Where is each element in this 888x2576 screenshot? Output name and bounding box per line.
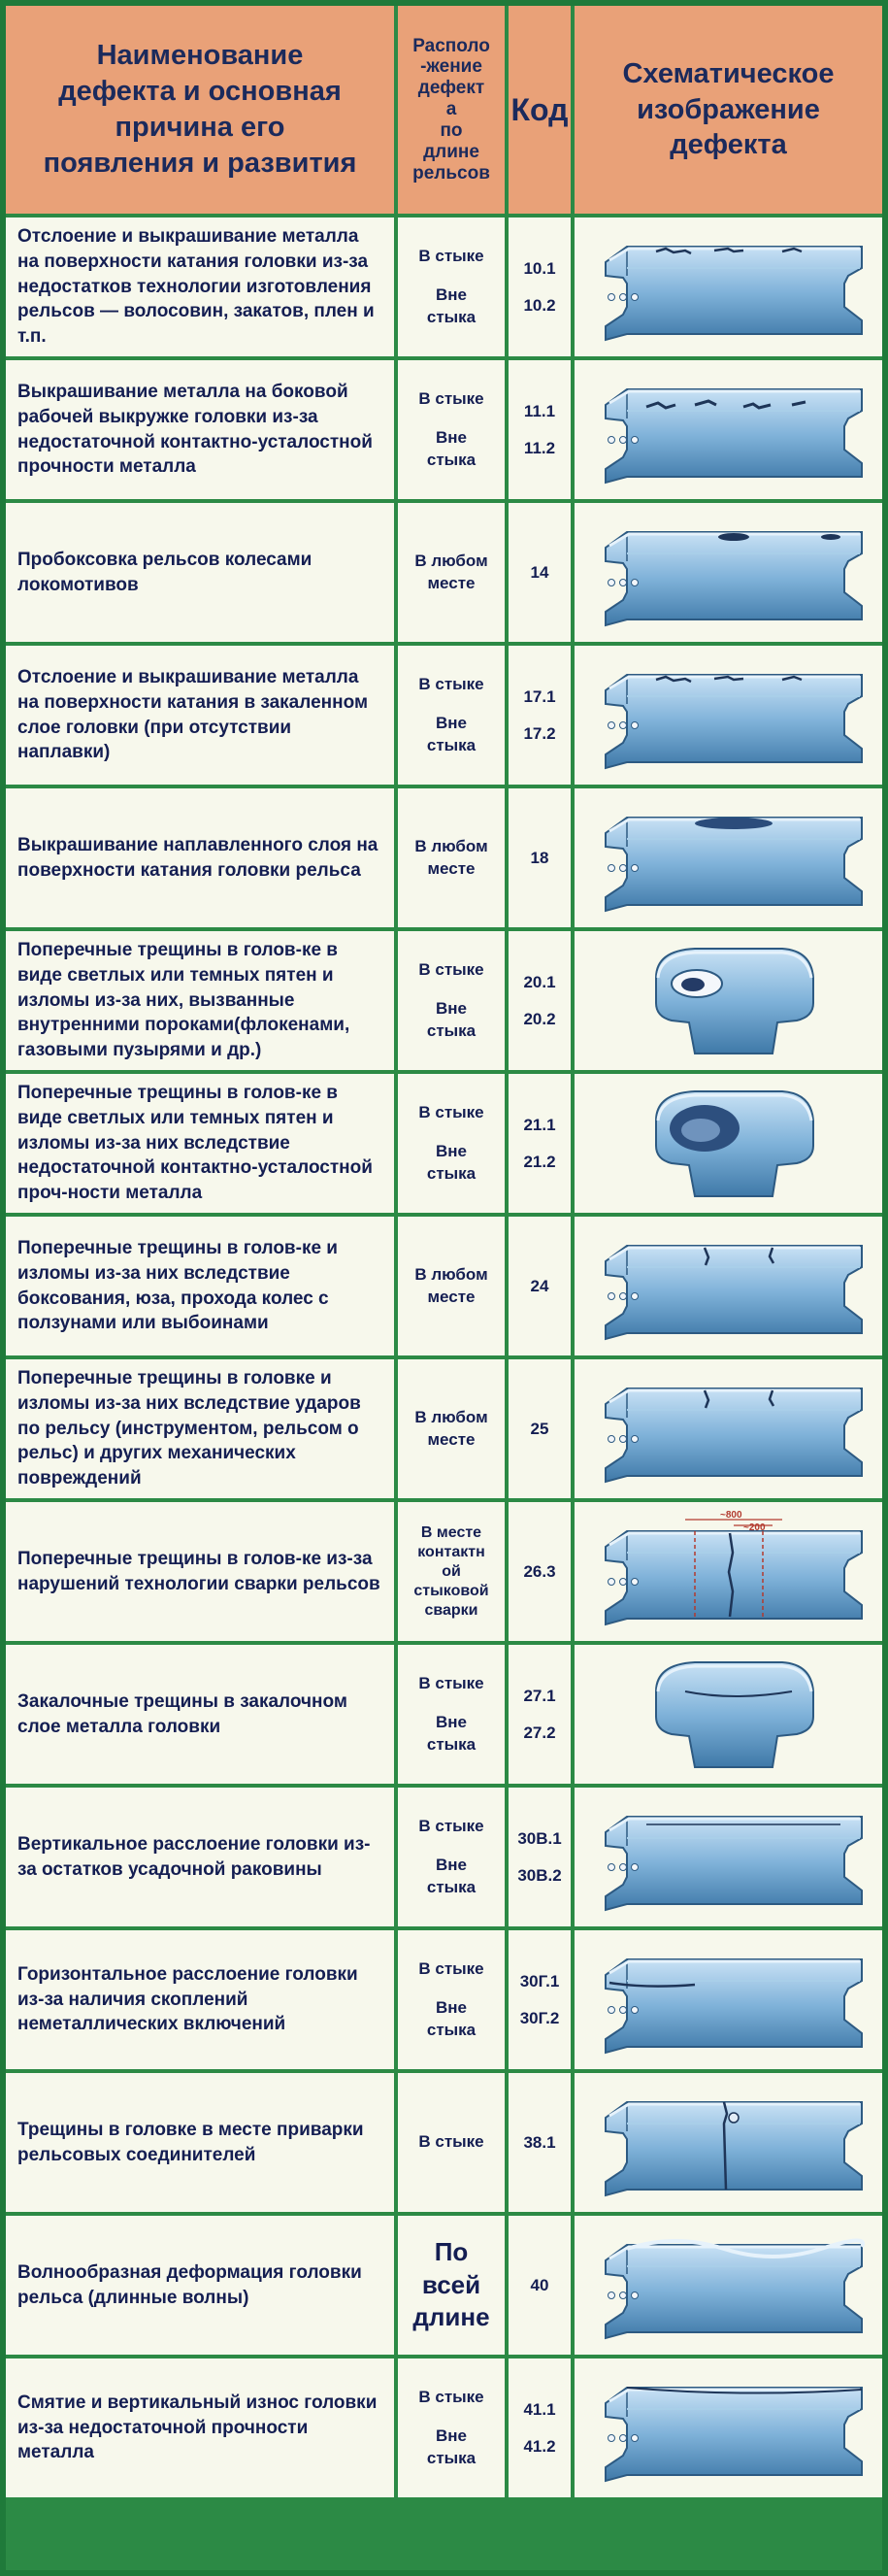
rail-section (656, 1662, 813, 1767)
bolt-hole (619, 721, 626, 728)
rail-body (606, 2245, 862, 2338)
defect-location (398, 217, 505, 356)
header-image (575, 6, 882, 214)
dimension-label: ~200 (742, 1522, 766, 1533)
defect-code (509, 1930, 571, 2069)
defect-name-text: Поперечные трещины в голов-ке из-за нарушений технологии сварки рельсов (17, 1548, 380, 1594)
rail-body (606, 389, 862, 483)
defect-code (509, 1645, 571, 1784)
rail-section (656, 949, 813, 1054)
code-text: 40 (530, 2275, 549, 2294)
location-text: В стыке (418, 2388, 484, 2407)
location-text: В любом месте (414, 837, 488, 878)
bolt-hole (608, 2434, 614, 2441)
defect-name-text: Выкрашивание наплавленного слоя на поверхности катания головки рельса (17, 834, 378, 881)
bolt-hole (631, 1578, 638, 1585)
bolt-hole (619, 2006, 626, 2013)
defect-name-text: Закалочные трещины в закалочном слое металла головки (17, 1690, 347, 1737)
header-location-line: -жение (420, 56, 482, 78)
rail-body (606, 1531, 862, 1624)
bolt-hole (608, 1435, 614, 1442)
defect-code (509, 1074, 571, 1213)
defect-image (575, 503, 882, 642)
code-text: 27.1 (523, 1686, 556, 1705)
header-location (398, 6, 505, 214)
defect-image (575, 646, 882, 785)
location-text: В стыке (418, 2132, 484, 2152)
defect-table (6, 6, 882, 2570)
location-text: Вне стыка (426, 2426, 477, 2467)
location-stack (410, 1523, 493, 1621)
location-text: В месте контактн ой стыковой сварки (413, 1523, 489, 1619)
location-stack (411, 836, 492, 879)
location-text: Вне стыка (426, 1142, 477, 1183)
defect-code (509, 788, 571, 927)
location-text: В любом месте (414, 1265, 488, 1306)
code-stack (523, 1562, 555, 1582)
code-text: 10.1 (523, 258, 556, 278)
defect-name-text: Пробоксовка рельсов колесами локомотивов (17, 549, 312, 595)
header-image-line: изображение (637, 93, 820, 125)
defect-code (509, 360, 571, 499)
rail-drawing (588, 1224, 870, 1349)
rail-body (606, 675, 862, 768)
location-text: По всей длине (412, 2236, 490, 2332)
defect-name-text: Вертикальное расслоение головки из-за остатков усадочной раковины (17, 1833, 371, 1880)
code-text: 30Г.2 (519, 2008, 560, 2027)
defect-image (575, 2359, 882, 2497)
header-location-line: длине (423, 141, 479, 162)
rail-drawing (588, 511, 870, 635)
code-text: 25 (530, 1419, 549, 1438)
defect-code (509, 2073, 571, 2212)
defect-name (6, 1788, 394, 1926)
header-code-text: Код (510, 91, 569, 127)
defect-image (575, 1074, 882, 1213)
rail-body (606, 1959, 862, 2053)
bolt-hole (631, 579, 638, 585)
defect-location (398, 503, 505, 642)
code-stack (531, 2276, 549, 2295)
location-text: Вне стыка (426, 1856, 477, 1896)
defect-name (6, 1217, 394, 1355)
defect-code (509, 1788, 571, 1926)
code-text: 27.2 (523, 1723, 556, 1742)
code-stack (524, 402, 555, 458)
bolt-hole (608, 721, 614, 728)
code-text: 26.3 (523, 1561, 556, 1581)
bolt-hole (608, 1292, 614, 1299)
code-text: 11.2 (523, 438, 556, 457)
defect-spot-core (681, 1119, 720, 1142)
rail-drawing (588, 1653, 870, 1777)
location-stack (411, 1673, 492, 1755)
code-stack (523, 1116, 555, 1172)
header-location-line: дефект (417, 78, 485, 99)
rail-drawing (588, 225, 870, 350)
defect-location (398, 1359, 505, 1498)
defect-location (398, 1217, 505, 1355)
bolt-hole (619, 293, 626, 300)
defect-image (575, 2073, 882, 2212)
location-stack (411, 2387, 492, 2468)
location-text: Вне стыка (426, 1713, 477, 1754)
rail-body (606, 1246, 862, 1339)
location-text: В стыке (418, 1817, 484, 1836)
rail-drawing (588, 368, 870, 492)
dimension-label: ~800 (719, 1509, 742, 1521)
defect-code (509, 1217, 571, 1355)
bolt-hole (619, 2434, 626, 2441)
defect-image (575, 1788, 882, 1926)
rail-drawing (588, 1938, 870, 2062)
code-text: 21.2 (523, 1152, 556, 1171)
code-text: 10.2 (523, 295, 556, 315)
header-name-line: дефекта и основная (58, 76, 342, 108)
header-code (509, 6, 571, 214)
rail-body (606, 2388, 862, 2481)
rail-body (606, 247, 862, 340)
header-name-line: причина его (115, 112, 285, 143)
defect-code (509, 1502, 571, 1641)
location-text: В любом месте (414, 552, 488, 592)
code-text: 20.2 (523, 1009, 556, 1028)
location-text: В стыке (418, 247, 484, 266)
location-stack (411, 246, 492, 327)
location-stack (411, 1407, 492, 1450)
rail-drawing (588, 1082, 870, 1206)
defect-location (398, 1930, 505, 2069)
location-text: Вне стыка (426, 285, 477, 326)
bolt-hole (608, 864, 614, 871)
rail-drawing (588, 2366, 870, 2491)
code-text: 41.2 (523, 2436, 556, 2456)
location-text: Вне стыка (426, 428, 477, 469)
bolt-hole (631, 436, 638, 443)
defect-name-text: Поперечные трещины в голов-ке в виде светлых или темных пятен и изломы из-за них вследствие недостаточной контактно-усталостной проч-ности металла (17, 1082, 373, 1204)
defect-location (398, 788, 505, 927)
code-stack (523, 2400, 555, 2457)
defect-image (575, 1502, 882, 1641)
location-text: В любом месте (414, 1408, 488, 1449)
location-stack (411, 959, 492, 1041)
header-location-line: а (445, 99, 457, 120)
defect-code (509, 931, 571, 1070)
location-stack (411, 388, 492, 470)
location-text: В стыке (418, 1674, 484, 1693)
defect-code (509, 217, 571, 356)
defect-code (509, 2359, 571, 2497)
defect-name-text: Смятие и вертикальный износ головки из-за недостаточной прочности металла (17, 2392, 378, 2463)
location-stack (411, 551, 492, 593)
location-stack (411, 1264, 492, 1307)
code-text: 14 (530, 562, 549, 582)
location-text: Вне стыка (426, 1998, 477, 2039)
defect-spot-core (681, 978, 705, 991)
bolt-hole (619, 1863, 626, 1870)
defect-location (398, 1645, 505, 1784)
code-stack (520, 1972, 560, 2028)
defect-code (509, 2216, 571, 2355)
header-location-line: рельсов (412, 162, 490, 184)
location-text: В стыке (418, 1103, 484, 1122)
rail-body (606, 532, 862, 625)
defect-image (575, 217, 882, 356)
code-stack (523, 687, 555, 744)
bolt-hole (608, 2006, 614, 2013)
rail-drawing (588, 2081, 870, 2205)
defect-code (509, 503, 571, 642)
defect-name (6, 1359, 394, 1498)
bolt-hole (619, 864, 626, 871)
location-stack (412, 2236, 490, 2334)
code-stack (523, 1687, 555, 1743)
defect-code (509, 1359, 571, 1498)
code-text: 41.1 (523, 2399, 556, 2419)
bolt-hole (631, 2292, 638, 2298)
defect-name-text: Поперечные трещины в голов-ке в виде светлых или темных пятен и изломы из-за них, вызванные внутренними пороками(флокенами, газовыми пузырями и др.) (17, 939, 350, 1061)
defect-location (398, 646, 505, 785)
bolt-hole (631, 1435, 638, 1442)
rail-drawing (588, 653, 870, 778)
rail-drawing (588, 1795, 870, 1920)
bolt-hole (631, 864, 638, 871)
defect-location (398, 931, 505, 1070)
defect-name (6, 1930, 394, 2069)
defect-name (6, 503, 394, 642)
defect-name (6, 788, 394, 927)
rail-drawing (588, 796, 870, 920)
rail-body (606, 818, 862, 911)
defect-name-text: Поперечные трещины в головке и изломы из-за них вследствие ударов по рельсу (инструментом, рельсом о рельс) и других механических повреждений (17, 1367, 361, 1489)
header-image-line: дефекта (670, 129, 787, 161)
code-text: 11.1 (523, 401, 556, 420)
bolt-hole (608, 436, 614, 443)
defect-name (6, 931, 394, 1070)
code-text: 21.1 (523, 1115, 556, 1134)
rail-drawing (588, 2224, 870, 2348)
defect-name-text: Трещины в головке в месте приварки рельсовых соединителей (17, 2119, 364, 2165)
code-text: 30В.2 (517, 1865, 562, 1885)
rail-drawing (588, 1510, 870, 1634)
code-text: 17.1 (523, 686, 556, 706)
rail-drawing (588, 1367, 870, 1491)
code-text: 18 (530, 848, 549, 867)
defect-marks (695, 818, 773, 829)
defect-name-text: Поперечные трещины в голов-ке и изломы из-за них вследствие боксования, юза, прохода колес с ползунами или выбоинами (17, 1237, 338, 1334)
code-text: 38.1 (523, 2132, 556, 2152)
rail-body (606, 1388, 862, 1482)
defect-name-text: Отслоение и выкрашивание металла на поверхности катания головки из-за недостатков технологии изготовления рельсов — волосовин, закатов, плен и т.п. (17, 225, 375, 348)
bolt-hole (619, 1292, 626, 1299)
defect-name (6, 1502, 394, 1641)
defect-image (575, 2216, 882, 2355)
bolt-hole (608, 2292, 614, 2298)
header-name (6, 6, 394, 214)
header-name-line: Наименование (96, 40, 304, 72)
location-text: В стыке (418, 960, 484, 980)
rail-drawing (588, 939, 870, 1063)
defect-name-text: Волнообразная деформация головки рельса (длинные волны) (17, 2261, 362, 2308)
defect-location (398, 2073, 505, 2212)
bolt-hole (631, 2006, 638, 2013)
location-stack (411, 1816, 492, 1897)
defect-name (6, 2359, 394, 2497)
defect-marks (821, 534, 840, 540)
location-text: В стыке (418, 675, 484, 694)
defect-name-text: Отслоение и выкрашивание металла на поверхности катания в закаленном слое головки (при отсутствии наплавки) (17, 666, 368, 763)
bond-point (729, 2113, 739, 2123)
defect-code (509, 646, 571, 785)
header-location-line: Располо (412, 35, 490, 56)
rail-body (606, 1817, 862, 1910)
code-text: 24 (530, 1276, 549, 1295)
defect-name (6, 646, 394, 785)
code-text: 30В.1 (517, 1828, 562, 1848)
defect-location (398, 1788, 505, 1926)
defect-marks (718, 533, 749, 541)
defect-image (575, 1217, 882, 1355)
code-stack (523, 2133, 555, 2153)
bolt-hole (608, 579, 614, 585)
location-text: В стыке (418, 389, 484, 409)
header-name-line: появления и развития (43, 147, 357, 179)
bolt-hole (619, 1578, 626, 1585)
location-stack (418, 2131, 483, 2153)
location-stack (411, 674, 492, 755)
defect-image (575, 360, 882, 499)
bolt-hole (608, 1578, 614, 1585)
defect-name-text: Выкрашивание металла на боковой рабочей выкружке головки из-за недостаточной контактно-усталостной прочности металла (17, 381, 373, 478)
defect-image (575, 788, 882, 927)
location-text: Вне стыка (426, 999, 477, 1040)
bolt-hole (619, 1435, 626, 1442)
code-stack (531, 563, 549, 583)
bolt-hole (608, 293, 614, 300)
bolt-hole (631, 293, 638, 300)
location-text: Вне стыка (426, 714, 477, 754)
bolt-hole (608, 1863, 614, 1870)
bolt-hole (619, 2292, 626, 2298)
code-text: 20.1 (523, 972, 556, 991)
defect-image (575, 1359, 882, 1498)
defect-name (6, 2216, 394, 2355)
code-stack (531, 849, 549, 868)
defect-location (398, 2359, 505, 2497)
code-stack (531, 1420, 549, 1439)
bolt-hole (631, 1863, 638, 1870)
code-stack (531, 1277, 549, 1296)
defect-name-text: Горизонтальное расслоение головки из-за наличия скоплений неметаллических включений (17, 1963, 358, 2035)
bolt-hole (631, 2434, 638, 2441)
bolt-hole (619, 579, 626, 585)
location-stack (411, 1102, 492, 1184)
location-text: В стыке (418, 1959, 484, 1979)
defect-image (575, 931, 882, 1070)
defect-location (398, 1502, 505, 1641)
header-location-line: по (440, 119, 463, 141)
location-stack (411, 1958, 492, 2040)
defect-name (6, 217, 394, 356)
defect-name (6, 1074, 394, 1213)
code-text: 30Г.1 (519, 1971, 560, 1991)
bolt-hole (631, 1292, 638, 1299)
code-stack (517, 1829, 561, 1886)
defect-location (398, 360, 505, 499)
defect-location (398, 1074, 505, 1213)
defect-image (575, 1930, 882, 2069)
code-stack (523, 973, 555, 1029)
defect-name (6, 360, 394, 499)
defect-location (398, 2216, 505, 2355)
defect-name (6, 2073, 394, 2212)
code-text: 17.2 (523, 723, 556, 743)
defect-image (575, 1645, 882, 1784)
bolt-hole (619, 436, 626, 443)
header-image-line: Схематическое (622, 57, 835, 89)
bolt-hole (631, 721, 638, 728)
defect-name (6, 1645, 394, 1784)
code-stack (523, 259, 555, 316)
